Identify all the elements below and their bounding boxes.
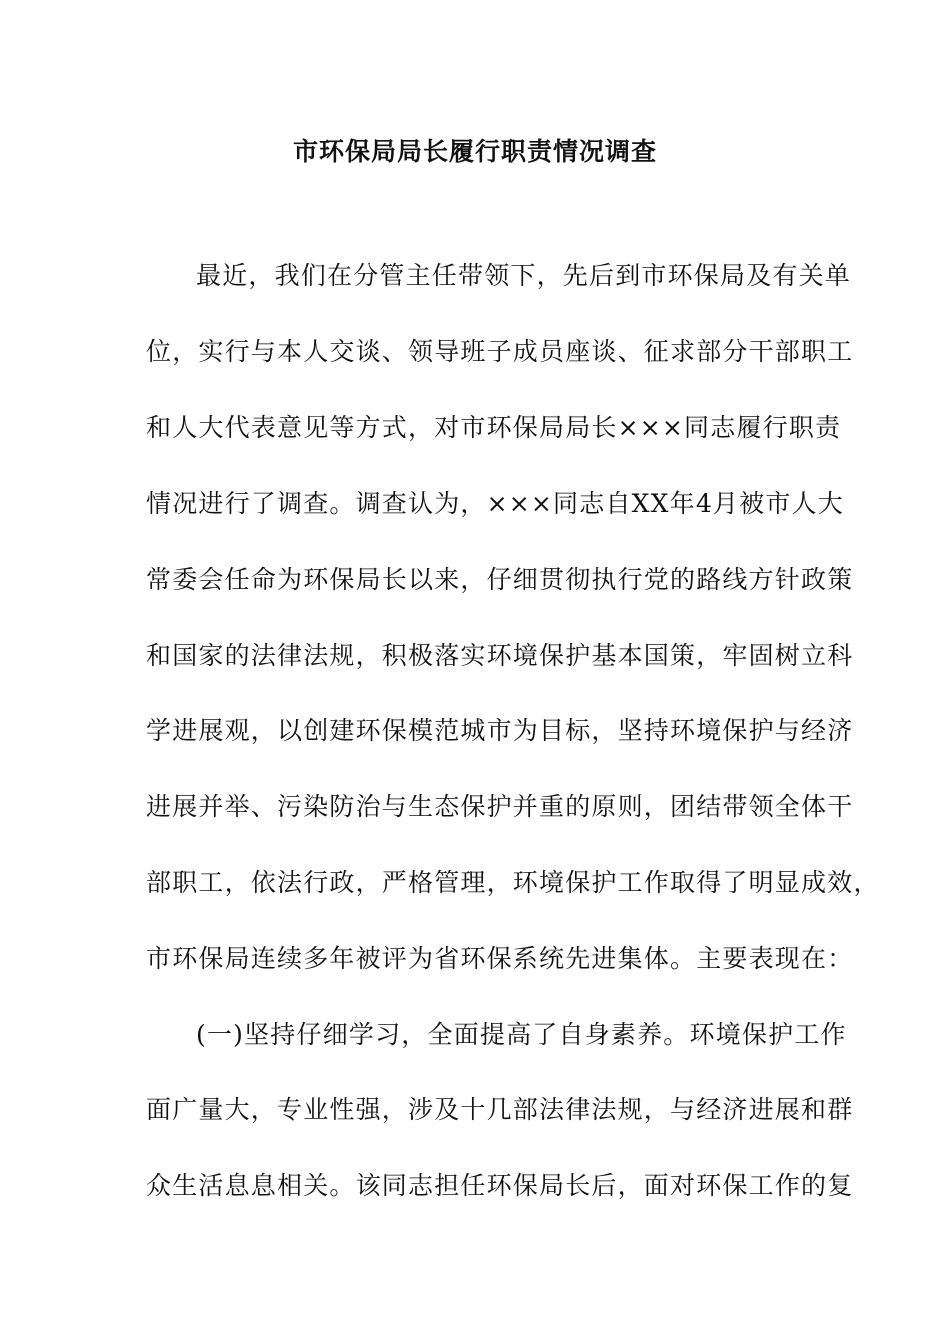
paragraph-line: 最近，我们在分管主任带领下，先后到市环保局及有关单: [196, 261, 852, 290]
document-title: 市环保局局长履行职责情况调查: [292, 137, 657, 166]
paragraph-line: 面广量大，专业性强，涉及十几部法律法规，与经济进展和群: [146, 1095, 854, 1124]
paragraph-line: 和人大代表意见等方式，对市环保局局长×××同志履行职责: [146, 413, 842, 442]
paragraph-line: 和国家的法律法规，积极落实环境保护基本国策，牢固树立科: [146, 641, 854, 670]
paragraph-line: 进展并举、污染防治与生态保护并重的原则，团结带领全体干: [146, 792, 854, 821]
paragraph-line: 市环保局连续多年被评为省环保系统先进集体。主要表现在：: [146, 944, 854, 973]
paragraph-line: 常委会任命为环保局长以来，仔细贯彻执行党的路线方针政策: [146, 565, 854, 594]
paragraph-line: 众生活息息相关。该同志担任环保局长后，面对环保工作的复: [146, 1171, 854, 1200]
paragraph-line: 部职工，依法行政，严格管理，环境保护工作取得了明显成效，: [146, 868, 880, 897]
paragraph-line: 位，实行与本人交谈、领导班子成员座谈、征求部分干部职工: [146, 337, 854, 366]
paragraph-line: (一)坚持仔细学习，全面提高了自身素养。环境保护工作: [196, 1020, 847, 1049]
paragraph-line: 情况进行了调查。调查认为，×××同志自XX年4月被市人大: [146, 489, 844, 518]
paragraph-line: 学进展观，以创建环保模范城市为目标，坚持环境保护与经济: [146, 716, 854, 745]
